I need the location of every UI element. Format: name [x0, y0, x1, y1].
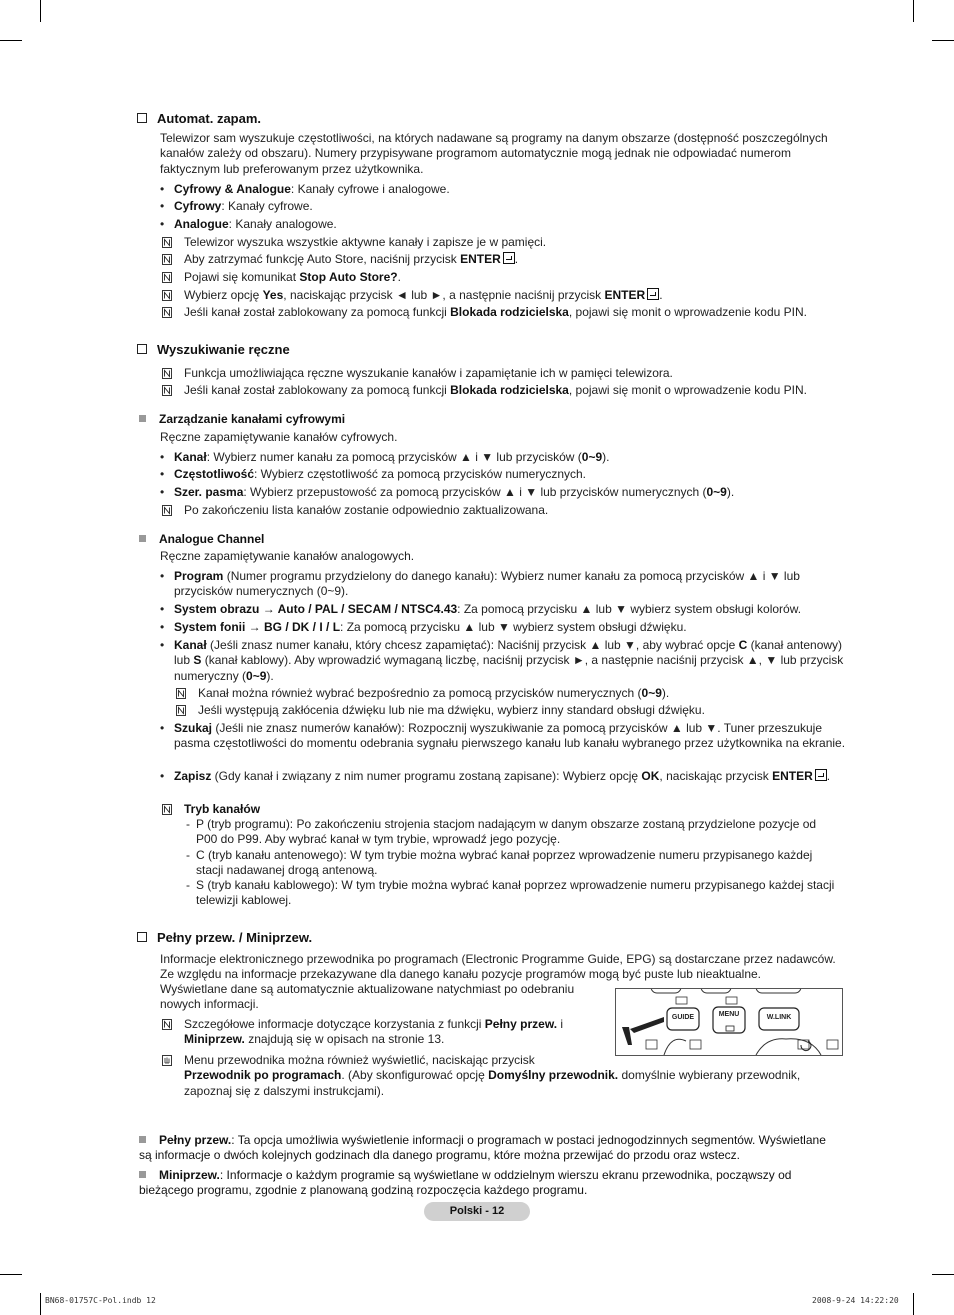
subsection-title-analogue: Analogue Channel [139, 532, 264, 546]
note: Po zakończeniu lista kanałów zostanie odpowiednio zaktualizowana. [162, 503, 864, 518]
dash-item: - P (tryb programu): Po zakończeniu strojenia stacjom nadającym w danym obszarze zostaną przydzielone pozycje od P00 do P99. Aby wybrać kanał w tym trybie, wprowadź jego pozycję. [186, 817, 817, 847]
square-bullet-icon [139, 1136, 146, 1143]
list-item: • Szukaj (Jeśli nie znasz numerów kanałów): Rozpocznij wyszukiwanie za pomocą przycisków ▲ lub ▼. Tuner przeszukuje pasma częstotliwości do momentu odebrania sygnału pierwszego kanału lub kanału wybranego przez użytkownika na ekranie. [160, 721, 846, 751]
section-title-manual: Wyszukiwanie ręczne [137, 342, 290, 357]
note-icon [162, 1019, 172, 1030]
guide-button-label: GUIDE [671, 1014, 695, 1021]
square-bullet-icon [139, 415, 146, 422]
crop-mark [40, 1293, 41, 1315]
menu-button-label: MENU [718, 1011, 740, 1018]
enter-icon [815, 769, 827, 781]
list-item: • System obrazu → Auto / PAL / SECAM / NTSC4.43: Za pomocą przycisku ▲ lub ▼ wybierz system obsługi kolorów. [160, 602, 802, 616]
dash-item: - C (tryb kanału antenowego): W tym trybie można wybrać kanał poprzez wprowadzenie numeru przypisanego każdej stacji nadawanej drogą antenową. [186, 848, 813, 878]
square-bullet-icon [139, 1171, 146, 1178]
section-title-auto-store: Automat. zapam. [137, 111, 261, 126]
crop-mark [932, 40, 954, 41]
section-title-guide: Pełny przew. / Miniprzew. [137, 930, 312, 945]
crop-mark [932, 1274, 954, 1275]
crop-mark [0, 1274, 22, 1275]
page-number-badge: Polski - 12 [424, 1202, 530, 1221]
note: Kanał można również wybrać bezpośrednio za pomocą przycisków numerycznych (0~9). [176, 686, 858, 701]
note: Wybierz opcję Yes, naciskając przycisk ◄ lub ►, a następnie naciśnij przycisk ENTER . [162, 288, 864, 303]
note-icon [162, 272, 172, 283]
checkbox-square-icon [137, 113, 147, 123]
note: Aby zatrzymać funkcję Auto Store, naciśnij przycisk ENTER . [162, 252, 864, 267]
list-item: • Zapisz (Gdy kanał i związany z nim numer programu zostaną zapisane): Wybierz opcję OK, naciskając przycisk ENTER . [160, 769, 831, 783]
paragraph: Ręczne zapamiętywanie kanałów analogowych. [160, 549, 415, 563]
enter-icon [647, 288, 659, 300]
note-icon [162, 237, 172, 248]
note-icon [162, 307, 172, 318]
crop-mark [40, 0, 41, 22]
enter-icon [503, 252, 515, 264]
list-item: • Częstotliwość: Wybierz częstotliwość za pomocą przycisków numerycznych. [160, 467, 587, 481]
note-icon [162, 804, 172, 815]
list-item: • Analogue: Kanały analogowe. [160, 217, 337, 231]
crop-mark [913, 0, 914, 22]
paragraph: Informacje elektronicznego przewodnika po programach (Electronic Programme Guide, EPG) są dostarczane przez nadawców. Ze względu na informacje przekazywane dla danego kanału pozycje programów mogą być puste lub nieaktualne. [160, 952, 836, 982]
mini-guide-paragraph: Miniprzew.: Informacje o każdym programie są wyświetlane w oddzielnym wierszu ekranu przewodnika, począwszy od bieżącego programu, zgodnie z planowaną godziną rozpoczęcia każdego programu. [139, 1168, 792, 1197]
hand-note-icon [162, 1055, 172, 1066]
note-icon [162, 505, 172, 516]
note: Pojawi się komunikat Stop Auto Store?. [162, 270, 864, 285]
note: Jeśli występują zakłócenia dźwięku lub nie ma dźwięku, wybierz inny standard obsługi dźwięku. [176, 703, 858, 718]
checkbox-square-icon [137, 344, 147, 354]
remote-buttons-icon [616, 989, 842, 1055]
note-icon [162, 385, 172, 396]
note-icon [162, 368, 172, 379]
note: Jeśli kanał został zablokowany za pomocą funkcji Blokada rodzicielska, pojawi się monit o wprowadzenie kodu PIN. [162, 383, 864, 398]
list-item: • Program (Numer programu przydzielony do danego kanału): Wybierz numer kanału za pomocą przycisków ▲ i ▼ lub przycisków numerycznych (0~9). [160, 569, 800, 599]
paragraph: Telewizor sam wyszukuje częstotliwości, na których nadawane są programy na danym obszarze (dostępność poszczególnych kanałów zależy od obszaru). Numery przypisywane programom automatycznie mogą jednak nie odpowiadać numerom faktycznym lub preferowanym przez użytkownika. [160, 131, 828, 176]
note: Tryb kanałów [162, 802, 864, 817]
wlink-button-label: W.LINK [766, 1014, 792, 1021]
note-icon [162, 290, 172, 301]
paragraph: Ręczne zapamiętywanie kanałów cyfrowych. [160, 430, 398, 444]
list-item: • Cyfrowy: Kanały cyfrowe. [160, 199, 313, 213]
paragraph: Wyświetlane dane są automatycznie aktualizowane natychmiast po odebraniu nowych informacji. [160, 982, 575, 1012]
note: Telewizor wyszuka wszystkie aktywne kanały i zapisze je w pamięci. [162, 235, 864, 250]
footer-left: BN68-01757C-Pol.indb 12 [45, 1296, 156, 1305]
crop-mark [0, 40, 22, 41]
list-item: • System fonii → BG / DK / I / L: Za pomocą przycisku ▲ lub ▼ wybierz system obsługi dźwięku. [160, 620, 687, 634]
remote-control-illustration [615, 988, 843, 1056]
note: Jeśli kanał został zablokowany za pomocą funkcji Blokada rodzicielska, pojawi się monit o wprowadzenie kodu PIN. [162, 305, 864, 320]
note: Menu przewodnika można również wyświetlić, naciskając przycisk Przewodnik po programach. (Aby skonfigurować opcję Domyślny przewodnik. domyślnie wybierany przewodnik, zapoznaj się z dalszymi instrukcjami). [162, 1053, 834, 1099]
note-icon [176, 705, 186, 716]
subsection-title-digital: Zarządzanie kanałami cyfrowymi [139, 412, 345, 426]
list-item: • Szer. pasma: Wybierz przepustowość za pomocą przycisków ▲ i ▼ lub przycisków numerycznych (0~9). [160, 485, 735, 499]
list-item: • Kanał: Wybierz numer kanału za pomocą przycisków ▲ i ▼ lub przycisków (0~9). [160, 450, 610, 464]
crop-mark [913, 1293, 914, 1315]
note-icon [162, 254, 172, 265]
checkbox-square-icon [137, 932, 147, 942]
note: Szczegółowe informacje dotyczące korzystania z funkcji Pełny przew. i Miniprzew. znajdują się w opisach na stronie 13. [162, 1017, 574, 1048]
note: Funkcja umożliwiająca ręczne wyszukanie kanałów i zapamiętanie ich w pamięci telewizora. [162, 366, 864, 381]
list-item: • Kanał (Jeśli znasz numer kanału, który chcesz zapamiętać): Naciśnij przycisk ▲ lub ▼, aby wybrać opcje C (kanał antenowy) lub S (kanał kablowy). Aby wprowadzić wymaganą liczbę, naciśnij przycisk ►, a następnie naciśnij przycisk ▲, ▼ lub przycisk numeryczny (0~9). [160, 638, 844, 683]
footer-right: 2008-9-24 14:22:20 [812, 1296, 899, 1305]
dash-item: - S (tryb kanału kablowego): W tym trybie można wybrać kanał poprzez wprowadzenie numeru przypisanego każdej stacji telewizji kablowej. [186, 878, 835, 908]
list-item: • Cyfrowy & Analogue: Kanały cyfrowe i analogowe. [160, 182, 450, 196]
full-guide-paragraph: Pełny przew.: Ta opcja umożliwia wyświetlenie informacji o programach w postaci jednogodzinnych segmentów. Wyświetlane są informacje o dwóch kolejnych godzinach dla danego programu, które można przewijać do przodu oraz wstecz. [139, 1133, 826, 1162]
note-icon [176, 688, 186, 699]
square-bullet-icon [139, 535, 146, 542]
